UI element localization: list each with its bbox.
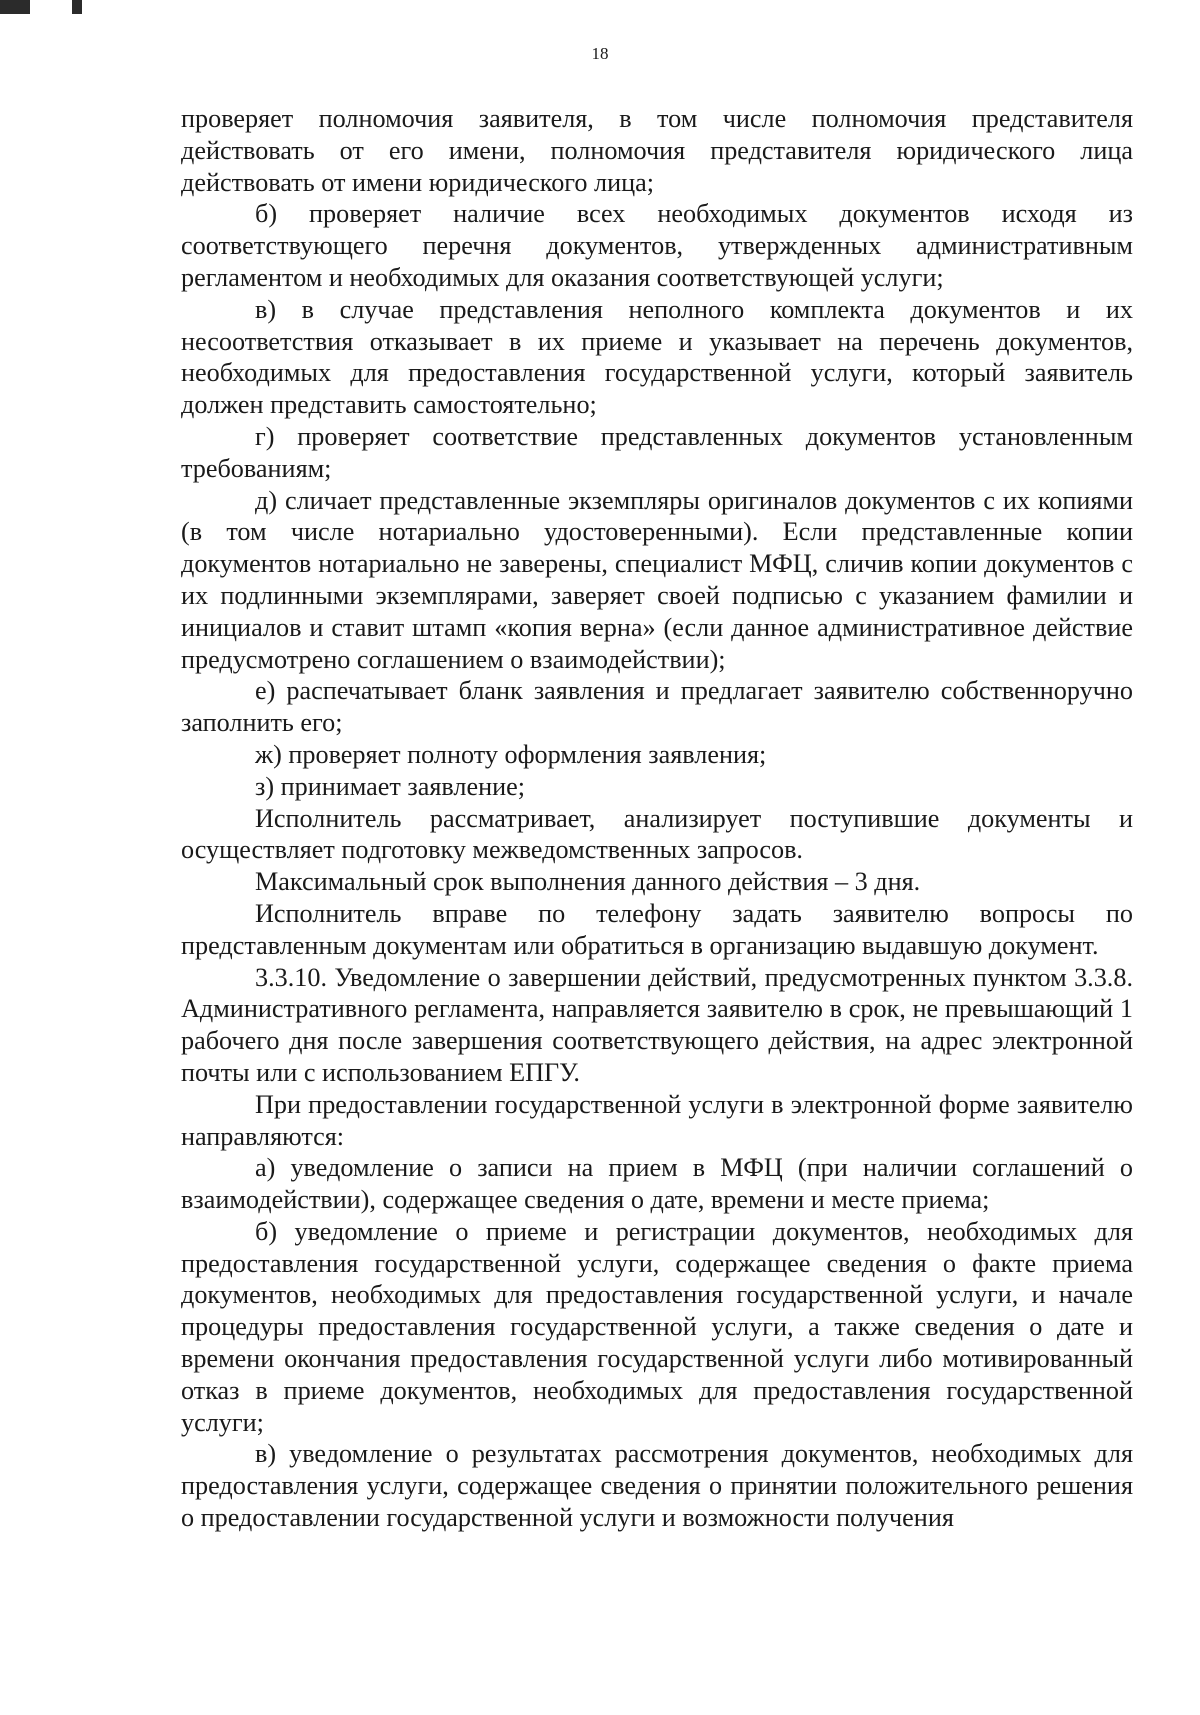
paragraph-item-v: в) в случае представления неполного комплекта документов и их несоответствия отказывает в их приеме и указывает на перечень документов, необходимых для предоставления государственной услуги, который заявитель должен представить самостоятельно; — [181, 294, 1133, 420]
paragraph-executor-questions: Исполнитель вправе по телефону задать заявителю вопросы по представленным документам или обратиться в организацию выдавшую документ. — [181, 898, 1133, 960]
paragraph-continuation: проверяет полномочия заявителя, в том числе полномочия представителя действовать от его имени, полномочия представителя юридического лица действовать от имени юридического лица; — [181, 104, 1133, 197]
paragraph-item-d: д) сличает представленные экземпляры оригиналов документов с их копиями (в том числе нотариально удостоверенными). Если представленные копии документов нотариально не заверены, специалист МФЦ, сличив копии документов с их подлинными экземплярами, заверяет своей подписью с указанием фамилии и инициалов и ставит штамп «копия верна» (если данное административное действие предусмотрено соглашением о взаимодействии); — [181, 485, 1133, 674]
paragraph-section-3-3-10: 3.3.10. Уведомление о завершении действий, предусмотренных пунктом 3.3.8. Административного регламента, направляется заявителю в срок, не превышающий 1 рабочего дня после завершения соответствующего действия, на адрес электронной почты или с использованием ЕПГУ. — [181, 962, 1133, 1087]
paragraph-max-term: Максимальный срок выполнения данного действия – 3 дня. — [255, 867, 921, 897]
scan-edge-mark — [0, 0, 30, 14]
paragraph-notice-a: а) уведомление о записи на прием в МФЦ (при наличии соглашений о взаимодействии), содержащее сведения о дате, времени и месте приема; — [181, 1153, 1133, 1215]
paragraph-item-z: з) принимает заявление; — [255, 771, 526, 801]
paragraph-executor-review: Исполнитель рассматривает, анализирует поступившие документы и осуществляет подготовку межведомственных запросов. — [181, 803, 1133, 865]
document-body — [181, 103, 1133, 1534]
paragraph-item-zh: ж) проверяет полноту оформления заявления; — [255, 739, 767, 769]
page-number: 18 — [591, 44, 609, 63]
paragraph-item-g: г) проверяет соответствие представленных документов установленным требованиям; — [181, 421, 1133, 483]
paragraph-electronic-form: При предоставлении государственной услуги в электронной форме заявителю направляются: — [181, 1089, 1133, 1151]
paragraph-item-e: е) распечатывает бланк заявления и предлагает заявителю собственноручно заполнить его; — [181, 676, 1133, 738]
paragraph-item-b: б) проверяет наличие всех необходимых документов исходя из соответствующего перечня документов, утвержденных административным регламентом и необходимых для оказания соответствующей услуги; — [181, 199, 1133, 292]
paragraph-notice-b: б) уведомление о приеме и регистрации документов, необходимых для предоставления государственной услуги, содержащее сведения о факте приема документов, необходимых для предоставления государственной услуги, и начале процедуры предоставления государственной услуги, а также сведения о дате и времени окончания предоставления государственной услуги либо мотивированный отказ в приеме документов, необходимых для предоставления государственной услуги; — [181, 1216, 1133, 1437]
paragraph-notice-v: в) уведомление о результатах рассмотрения документов, необходимых для предоставления услуги, содержащее сведения о принятии положительного решения о предоставлении государственной услуги и возможности получения — [181, 1439, 1133, 1533]
scan-edge-mark — [72, 0, 82, 14]
